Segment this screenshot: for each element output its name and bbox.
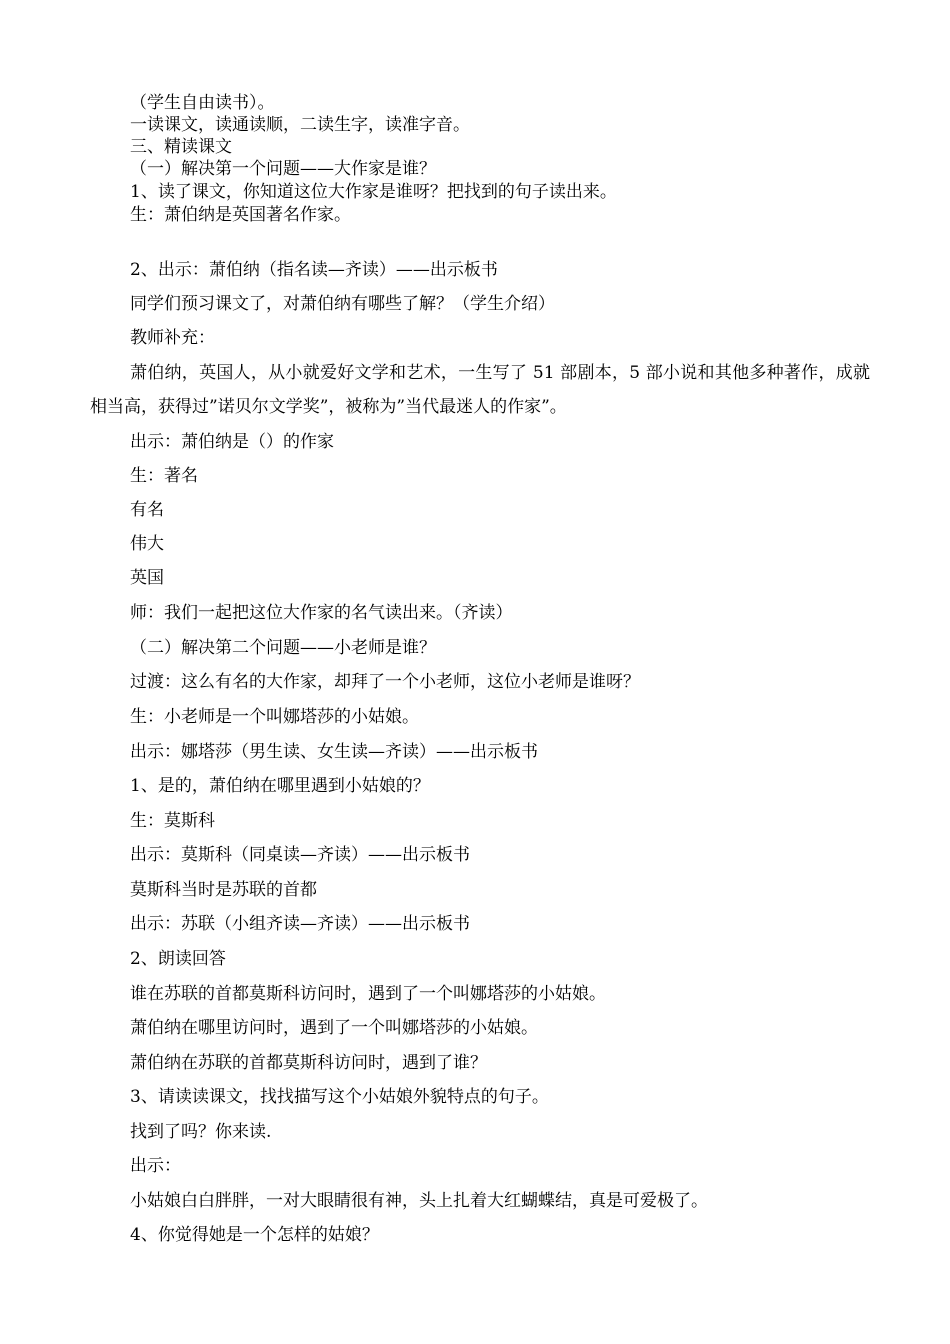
text-line: 谁在苏联的首都莫斯科访问时，遇到了一个叫娜塔莎的小姑娘。 xyxy=(130,984,606,1004)
text-line: 教师补充： xyxy=(130,328,215,348)
text-line: 师：我们一起把这位大作家的名气读出来。（齐读） xyxy=(130,603,513,623)
text-line: 1、读了课文，你知道这位大作家是谁呀？把找到的句子读出来。 xyxy=(130,182,617,202)
text-line: 过渡：这么有名的大作家，却拜了一个小老师，这位小老师是谁呀？ xyxy=(130,672,640,692)
text-line: 伟大 xyxy=(130,534,164,554)
text-line: 小姑娘白白胖胖，一对大眼睛很有神，头上扎着大红蝴蝶结，真是可爱极了。 xyxy=(130,1191,708,1211)
text-line: 出示：娜塔莎（男生读、女生读—齐读）——出示板书 xyxy=(130,742,538,762)
text-line: 生：莫斯科 xyxy=(130,811,215,831)
text-line: 3、请读读课文，找找描写这个小姑娘外貌特点的句子。 xyxy=(130,1087,549,1107)
paragraph: 萧伯纳，英国人，从小就爱好文学和艺术，一生写了 51 部剧本，5 部小说和其他多种著作，成就相当高，获得过”诺贝尔文学奖”，被称为”当代最迷人的作家”。 xyxy=(90,363,870,417)
text-line: 萧伯纳在苏联的首都莫斯科访问时，遇到了谁？ xyxy=(130,1053,487,1073)
text-line: 生：小老师是一个叫娜塔莎的小姑娘。 xyxy=(130,707,419,727)
text-line: 4、你觉得她是一个怎样的姑娘？ xyxy=(130,1225,379,1245)
text-line: 2、出示：萧伯纳（指名读—齐读）——出示板书 xyxy=(130,260,498,280)
text-line: （学生自由读书）。 xyxy=(130,93,275,113)
text-line: 一读课文，读通读顺，二读生字，读准字音。 xyxy=(130,115,470,135)
subsection-heading: （一）解决第一个问题——大作家是谁？ xyxy=(130,159,436,179)
text-line: 出示：莫斯科（同桌读—齐读）——出示板书 xyxy=(130,845,470,865)
text-line: 找到了吗？你来读. xyxy=(130,1122,272,1142)
text-line: 生：著名 xyxy=(130,466,198,486)
text-line: 萧伯纳在哪里访问时，遇到了一个叫娜塔莎的小姑娘。 xyxy=(130,1018,538,1038)
section-heading: 三、精读课文 xyxy=(130,137,232,157)
text-line: 莫斯科当时是苏联的首都 xyxy=(130,880,317,900)
text-line: 出示：苏联（小组齐读—齐读）——出示板书 xyxy=(130,914,470,934)
text-line: 出示：萧伯纳是（）的作家 xyxy=(130,432,334,452)
text-line: 2、朗读回答 xyxy=(130,949,226,969)
text-line: 生：萧伯纳是英国著名作家。 xyxy=(130,205,351,225)
text-line: 出示： xyxy=(130,1156,181,1176)
text-line: 英国 xyxy=(130,568,164,588)
text-line: 1、是的，萧伯纳在哪里遇到小姑娘的？ xyxy=(130,776,430,796)
text-line: 有名 xyxy=(130,500,164,520)
text-line: 同学们预习课文了，对萧伯纳有哪些了解？（学生介绍） xyxy=(130,294,555,314)
subsection-heading: （二）解决第二个问题——小老师是谁？ xyxy=(130,638,436,658)
